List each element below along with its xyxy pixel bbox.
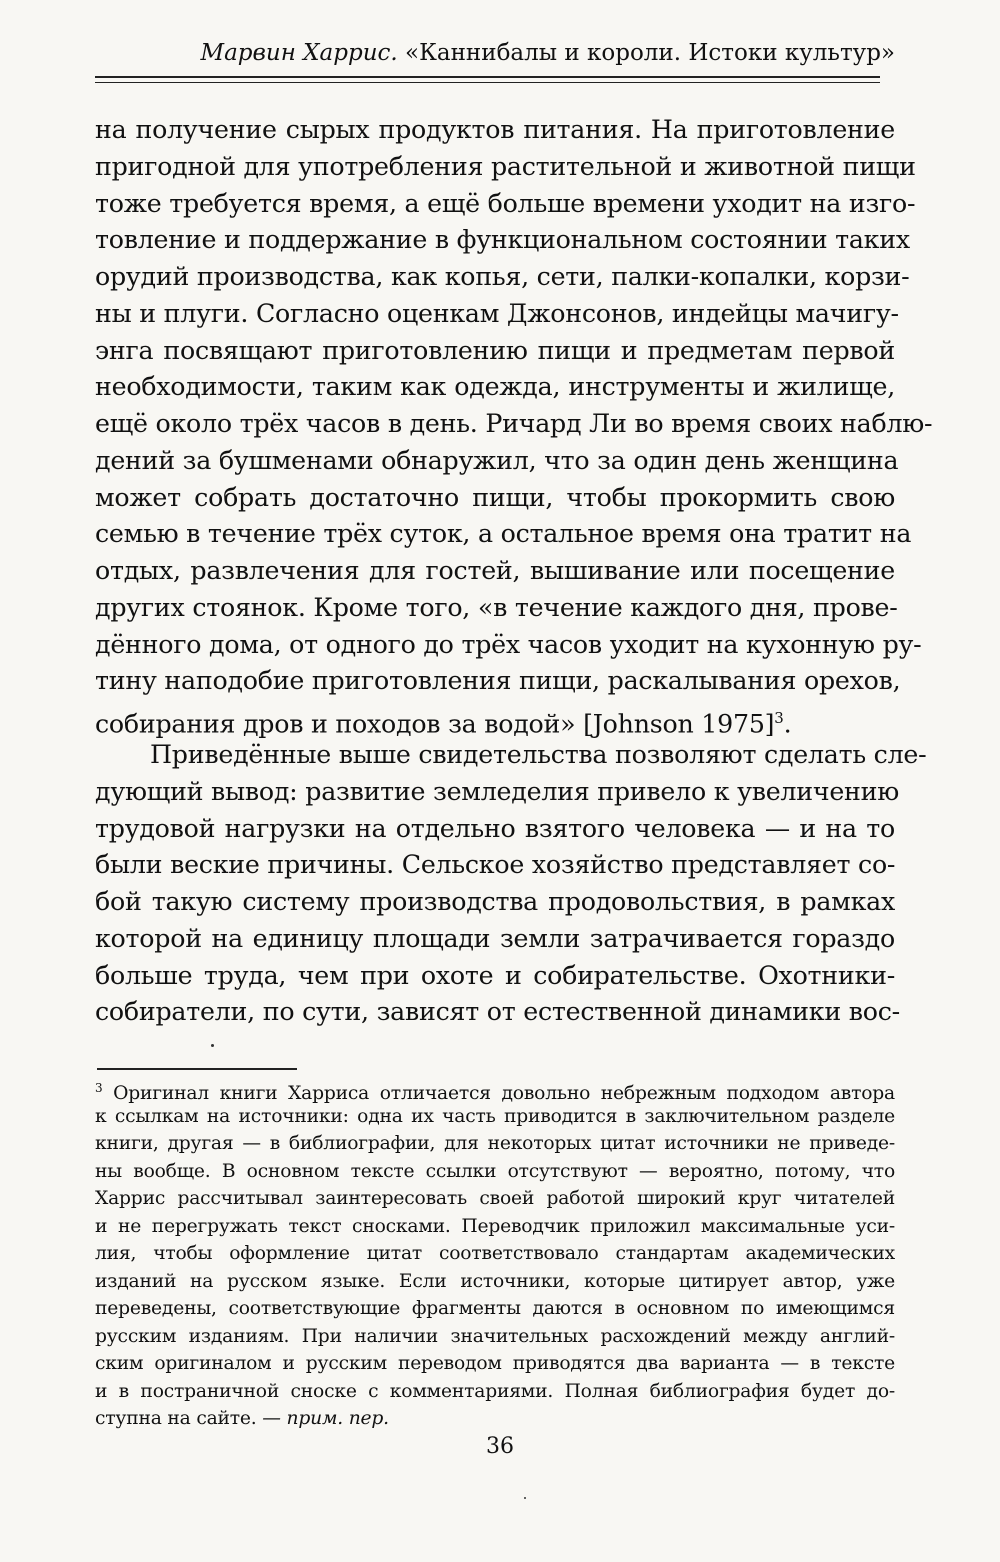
footnote-line-last [95,1405,895,1433]
footnote-line: и в постраничной сноске с комментариями. Полная библиография будет до- [95,1380,895,1402]
body-line: собиратели, по сути, зависят от естественной динамики вос- [95,997,900,1027]
body-line-text: собирания дров и походов за водой» [Johnson 1975] [95,709,775,739]
footnote-line: к ссылкам на источники: одна их часть приводится в заключительном разделе [95,1105,895,1127]
running-head [95,40,895,66]
body-line: других стоянок. Кроме того, «в течение каждого дня, прове- [95,592,898,622]
footnote-line: русским изданиям. При наличии значительных расхождений между англий- [95,1325,895,1347]
running-head-author: Марвин Харрис. [200,40,398,66]
footnote-line-first [95,1075,895,1103]
body-line-paragraph-start: Приведённые выше свидетельства позволяют сделать сле- [150,740,927,770]
body-line: тину наподобие приготовления пищи, раскалывания орехов, [95,666,901,696]
footnote-rule [97,1068,297,1070]
body-line: необходимости, таким как одежда, инструменты и жилище, [95,372,895,402]
footnote-line: Харрис рассчитывал заинтересовать своей работой широкий круг читателей [95,1188,895,1209]
header-rule-thin [95,82,880,83]
footnote-reference: 3 [774,709,784,728]
scan-speck [211,1044,214,1047]
body-line: ны и плуги. Согласно оценкам Джонсонов, индейцы мачигу- [95,298,899,328]
header-rule-thick [95,76,880,78]
footnote-line: книги, другая — в библиографии, для некоторых цитат источники не приведе- [95,1133,895,1154]
footnote [95,1075,895,1433]
footnote-line-text: Оригинал книги Харриса отличается довольно небрежным подходом автора [113,1083,895,1105]
running-head-title: «Каннибалы и короли. Истоки культур» [405,40,895,66]
footnote-line: ским оригиналом и русским переводом приводятся два варианта — в тексте [95,1353,895,1374]
translator-note: — прим. пер. [262,1408,389,1429]
body-line: пригодной для употребления растительной и животной пищи [95,151,916,181]
footnote-line: и не перегружать текст сносками. Переводчик приложил максимальные уси- [95,1215,895,1237]
body-line: может собрать достаточно пищи, чтобы прокормить свою [95,482,895,512]
body-line: товление и поддержание в функциональном состоянии таких [95,225,910,255]
body-line-period: . [783,709,792,739]
body-line: бой такую систему производства продовольствия, в рамках [95,887,895,917]
body-line: семью в течение трёх суток, а остальное время она тратит на [95,519,912,549]
footnote-marker: 3 [95,1081,103,1095]
footnote-line: переведены, соответствующие фрагменты даются в основном по имеющимся [95,1298,895,1319]
body-line: дений за бушменами обнаружил, что за один день женщина [95,445,899,475]
body-line: тоже требуется время, а ещё больше времени уходит на изго- [95,188,916,218]
footnote-line-text: ступна на сайте. [95,1408,257,1429]
body-line: орудий производства, как копья, сети, палки-копалки, корзи- [95,262,910,292]
body-text [95,112,933,1031]
body-line: дующий вывод: развитие земледелия привело к увеличению [95,776,900,806]
footnote-line: изданий на русском языке. Если источники, которые цитирует автор, уже [95,1270,895,1292]
body-line: отдых, развлечения для гостей, вышивание или посещение [95,556,895,586]
footnote-line: лия, чтобы оформление цитат соответствовало стандартам академических [95,1243,895,1264]
body-line: дённого дома, от одного до трёх часов уходит на кухонную ру- [95,629,922,659]
footnote-line: ны вообще. В основном тексте ссылки отсутствуют — вероятно, потому, что [95,1160,895,1182]
body-line: больше труда, чем при охоте и собирательстве. Охотники- [95,960,895,990]
body-line: которой на единицу площади земли затрачивается гораздо [95,923,895,953]
body-line: на получение сырых продуктов питания. На приготовление [95,115,895,144]
page-number: 36 [486,1434,514,1459]
body-line-paragraph-end [95,700,895,737]
body-line: ещё около трёх часов в день. Ричард Ли во время своих наблю- [95,409,933,439]
body-line: трудовой нагрузки на отдельно взятого человека — и на то [95,813,895,843]
body-line: были веские причины. Сельское хозяйство представляет со- [95,850,896,880]
body-line: энга посвящают приготовлению пищи и предметам первой [95,335,895,365]
scan-speck [524,1497,526,1499]
